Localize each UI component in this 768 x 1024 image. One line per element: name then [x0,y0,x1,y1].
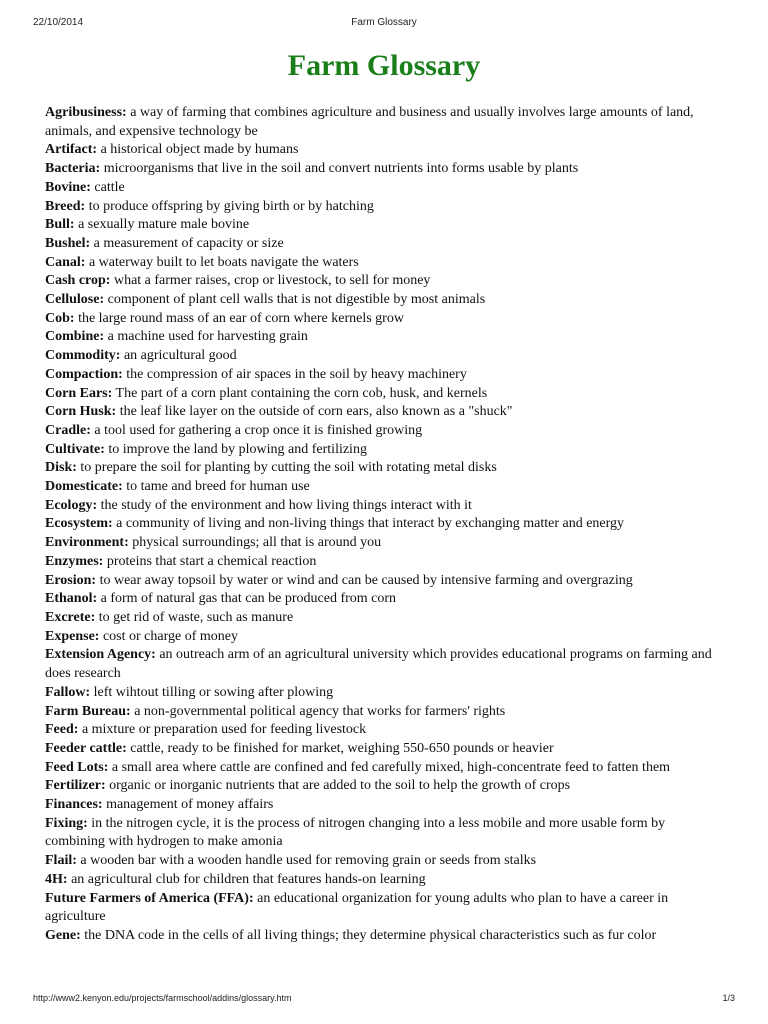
print-doc-title: Farm Glossary [351,17,417,28]
glossary-definition: organic or inorganic nutrients that are added to the soil to help the growth of crops [109,778,571,794]
glossary-definition: a community of living and non-living things that interact by exchanging matter and energy [116,516,625,532]
glossary-entry [45,628,721,647]
glossary-term: Canal: [45,254,86,270]
glossary-entry [45,459,721,478]
glossary-definition: physical surroundings; all that is around you [132,535,382,551]
glossary-entry [45,927,721,946]
glossary-definition: left wihtout tilling or sowing after plowing [93,684,334,700]
glossary-term: Extension Agency: [45,647,156,663]
glossary-definition: a wooden bar with a wooden handle used for removing grain or seeds from stalks [80,853,537,869]
glossary-term: Bull: [45,217,75,233]
glossary-definition: a machine used for harvesting grain [107,329,308,345]
glossary-term: Disk: [45,460,77,476]
print-footer [33,993,735,1007]
glossary-entry [45,852,721,871]
glossary-definition: to get rid of waste, such as manure [98,609,294,625]
glossary-definition: the large round mass of an ear of corn where kernels grow [78,310,404,326]
glossary-definition: a historical object made by humans [100,142,299,158]
glossary-term: Artifact: [45,142,98,158]
glossary-term: Gene: [45,927,81,943]
glossary-definition: what a farmer raises, crop or livestock, to sell for money [113,273,431,289]
glossary-definition: a measurement of capacity or size [93,235,284,251]
glossary-entry [45,553,721,572]
glossary-entry [45,740,721,759]
glossary-entry [45,160,721,179]
glossary-term: Feed: [45,722,79,738]
glossary-term: Environment: [45,535,129,551]
glossary-definition: a way of farming that combines agriculture and business and usually involves large amounts of land, animals, and expensive technology be [45,105,694,139]
glossary-list [45,104,721,946]
glossary-definition: to produce offspring by giving birth or by hatching [88,198,374,214]
glossary-term: Enzymes: [45,553,104,569]
page-title: Farm Glossary [287,49,481,82]
glossary-entry [45,515,721,534]
glossary-definition: to wear away topsoil by water or wind and can be caused by intensive farming and overgrazing [99,572,633,588]
glossary-definition: an agricultural club for children that features hands-on learning [71,871,426,887]
glossary-entry [45,759,721,778]
glossary-definition: proteins that start a chemical reaction [106,553,317,569]
glossary-definition: management of money affairs [106,797,274,813]
glossary-term: Domesticate: [45,479,123,495]
glossary-term: Finances: [45,797,103,813]
print-date: 22/10/2014 [33,17,84,28]
glossary-term: Future Farmers of America (FFA): [45,890,254,906]
glossary-entry [45,796,721,815]
glossary-entry [45,310,721,329]
glossary-term: Bacteria: [45,161,101,177]
glossary-term: Agribusiness: [45,105,127,120]
glossary-term: Corn Husk: [45,404,117,420]
glossary-entry [45,403,721,422]
glossary-term: Cultivate: [45,441,105,457]
glossary-term: Ecosystem: [45,516,113,532]
glossary-definition: cattle [94,179,125,195]
glossary-entry [45,254,721,273]
glossary-term: Breed: [45,198,86,214]
glossary-definition: a non-governmental political agency that works for farmers' rights [134,703,506,719]
glossary-entry [45,721,721,740]
glossary-term: Bovine: [45,179,91,195]
glossary-entry [45,366,721,385]
glossary-term: Flail: [45,853,77,869]
glossary-term: Cellulose: [45,292,105,308]
glossary-term: Fertilizer: [45,778,106,794]
glossary-entry [45,216,721,235]
glossary-definition: cost or charge of money [102,628,238,644]
glossary-term: 4H: [45,871,68,887]
glossary-definition: an agricultural good [123,348,237,364]
print-header [33,17,735,33]
glossary-definition: an outreach arm of an agricultural university which provides educational programs on farming and does research [45,647,712,682]
glossary-term: Ethanol: [45,591,98,607]
glossary-term: Cash crop: [45,273,111,289]
glossary-entry [45,684,721,703]
glossary-definition: in the nitrogen cycle, it is the process of nitrogen changing into a less mobile and more usable form by combining with hydrogen to make amonia [45,815,666,850]
glossary-entry [45,590,721,609]
glossary-term: Fallow: [45,684,91,700]
glossary-term: Expense: [45,628,100,644]
glossary-definition: The part of a corn plant containing the corn cob, husk, and kernels [115,385,488,401]
glossary-definition: a waterway built to let boats navigate the waters [88,254,359,270]
glossary-definition: microorganisms that live in the soil and convert nutrients into forms usable by plants [103,161,579,177]
glossary-definition: component of plant cell walls that is not digestible by most animals [107,292,486,308]
glossary-term: Feed Lots: [45,759,109,775]
glossary-entry [45,871,721,890]
glossary-term: Bushel: [45,235,91,251]
glossary-entry [45,198,721,217]
glossary-term: Farm Bureau: [45,703,131,719]
glossary-definition: to prepare the soil for planting by cutting the soil with rotating metal disks [80,460,497,476]
glossary-definition: a tool used for gathering a crop once it is finished growing [94,422,423,438]
glossary-term: Cradle: [45,422,91,438]
source-url: http://www2.kenyon.edu/projects/farmschool/addins/glossary.htm [33,993,292,1003]
glossary-definition: a form of natural gas that can be produced from corn [100,591,397,607]
glossary-entry [45,291,721,310]
glossary-definition: the leaf like layer on the outside of corn ears, also known as a "shuck" [119,404,513,420]
glossary-entry [45,890,721,927]
glossary-term: Cob: [45,310,75,326]
glossary-term: Erosion: [45,572,97,588]
glossary-definition: the DNA code in the cells of all living things; they determine physical characteristics such as fur color [84,927,657,943]
glossary-entry [45,104,721,141]
glossary-entry [45,422,721,441]
glossary-entry [45,272,721,291]
glossary-entry [45,328,721,347]
glossary-definition: to improve the land by plowing and fertilizing [108,441,367,457]
glossary-entry [45,534,721,553]
glossary-entry [45,646,721,683]
glossary-term: Corn Ears: [45,385,113,401]
glossary-entry [45,347,721,366]
glossary-term: Compaction: [45,366,123,382]
glossary-entry [45,141,721,160]
glossary-term: Combine: [45,329,105,345]
glossary-entry [45,777,721,796]
glossary-definition: a sexually mature male bovine [78,217,250,233]
page-number: 1/3 [722,993,735,1003]
glossary-definition: cattle, ready to be finished for market, weighing 550-650 pounds or heavier [130,740,554,756]
glossary-entry [45,235,721,254]
glossary-entry [45,609,721,628]
glossary-entry [45,179,721,198]
glossary-entry [45,703,721,722]
glossary-entry [45,815,721,852]
glossary-entry [45,385,721,404]
glossary-entry [45,572,721,591]
glossary-entry [45,478,721,497]
glossary-entry [45,441,721,460]
glossary-term: Ecology: [45,497,98,513]
glossary-definition: a mixture or preparation used for feeding livestock [81,722,367,738]
glossary-term: Excrete: [45,609,96,625]
glossary-definition: the study of the environment and how living things interact with it [100,497,472,513]
glossary-entry [45,497,721,516]
glossary-definition: a small area where cattle are confined and fed carefully mixed, high-concentrate feed to fatten them [111,759,671,775]
glossary-term: Fixing: [45,815,88,831]
glossary-term: Commodity: [45,348,121,364]
glossary-term: Feeder cattle: [45,740,127,756]
glossary-definition: to tame and breed for human use [126,479,310,495]
glossary-definition: the compression of air spaces in the soil by heavy machinery [126,366,467,382]
glossary-definition: an educational organization for young adults who plan to have a career in agriculture [45,890,669,925]
